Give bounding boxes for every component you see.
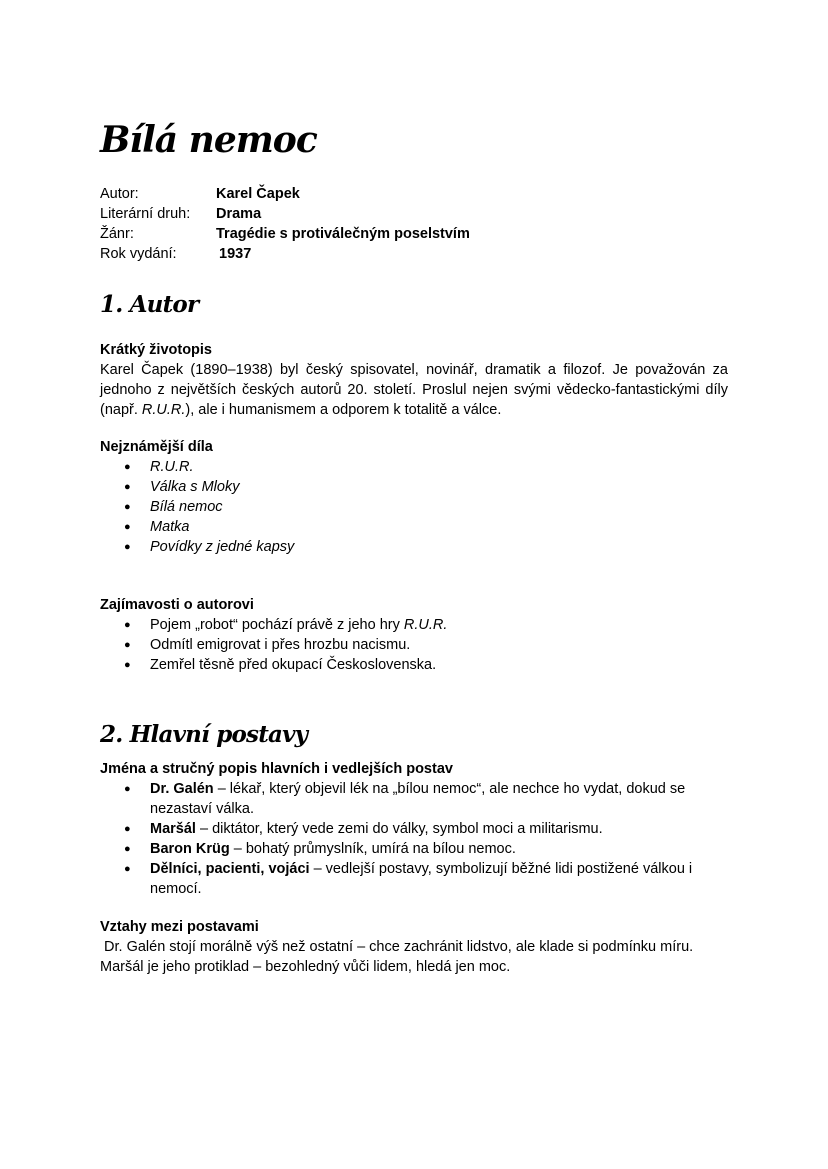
meta-value: Karel Čapek [216, 186, 300, 202]
meta-row-author [100, 184, 470, 204]
meta-row-genre [100, 204, 470, 224]
works-list [100, 457, 728, 557]
characters-list [100, 779, 728, 899]
facts-list [100, 615, 728, 675]
meta-label: Autor: [100, 186, 139, 202]
character-desc: – vedlejší postavy, symbolizují běžné lidi postižené válkou i nemocí. [150, 861, 693, 897]
characters-title: Jména a stručný popis hlavních i vedlejších postav [100, 761, 453, 777]
bio-block [100, 340, 728, 420]
list-item [150, 859, 728, 899]
facts-block [100, 595, 728, 675]
document-title: Bílá nemoc [100, 119, 317, 161]
character-name: Baron Krüg [150, 841, 230, 857]
bio-text-italic: R.U.R. [141, 402, 186, 418]
meta-row-year [100, 244, 470, 264]
list-item [150, 779, 728, 819]
list-item [150, 819, 728, 839]
meta-value: Drama [216, 206, 262, 222]
bio-title: Krátký životopis [100, 342, 212, 358]
meta-value: 1937 [219, 246, 252, 262]
bio-text-end: ), ale i humanismem a odporem k totalitě a válce. [185, 402, 502, 418]
characters-block [100, 759, 728, 899]
list-item: ● Zemřel těsně před okupací Československa. [150, 655, 728, 675]
character-desc: – bohatý průmyslník, umírá na bílou nemoc. [229, 841, 516, 857]
character-name: Dělníci, pacienti, vojáci [150, 861, 310, 877]
bio-text-start: Karel Čapek (1890–1938) byl český spisovatel, novinář, dramatik a filozof. Je považován za jednoho z největších českých autorů 20. století. Proslul nejen svými vědecko-fantastickými díly (např. [100, 362, 728, 418]
character-desc: – diktátor, který vede zemi do války, symbol moci a militarismu. [195, 821, 603, 837]
works-block [100, 437, 728, 557]
list-item: ● Válka s Mloky [150, 477, 728, 497]
meta-label: Rok vydání: [100, 246, 177, 262]
relations-line-2: Maršál je jeho protiklad – bezohledný vůči lidem, hledá jen moc. [100, 959, 511, 975]
list-item [150, 839, 728, 859]
fact-text: Pojem „robot“ pochází právě z jeho hry [150, 617, 404, 633]
metadata-table [100, 184, 470, 264]
meta-value: Tragédie s protiválečným poselstvím [216, 226, 470, 242]
facts-title: Zajímavosti o autorovi [100, 597, 254, 613]
character-name: Maršál [150, 821, 196, 837]
list-item: ● Odmítl emigrovat i přes hrozbu nacismu. [150, 635, 728, 655]
section-heading-author: 1. Autor [100, 291, 199, 318]
relations-line-1: Dr. Galén stojí morálně výš než ostatní – chce zachránit lidstvo, ale klade si podmínku míru. [100, 939, 694, 955]
list-item: ● Povídky z jedné kapsy [150, 537, 728, 557]
relations-title: Vztahy mezi postavami [100, 919, 259, 935]
section-heading-characters: 2. Hlavní postavy [100, 721, 308, 748]
fact-text-italic: R.U.R. [403, 617, 448, 633]
meta-row-subgenre [100, 224, 470, 244]
list-item [150, 615, 728, 635]
list-item: ● R.U.R. [150, 457, 728, 477]
relations-block [100, 917, 740, 977]
list-item: ● Matka [150, 517, 728, 537]
list-item: ● Bílá nemoc [150, 497, 728, 517]
works-title: Nejznámější díla [100, 439, 213, 455]
meta-label: Žánr: [100, 226, 134, 242]
character-desc: – lékař, který objevil lék na „bílou nemoc“, ale nechce ho vydat, dokud se nezastaví válka. [150, 781, 686, 817]
bio-text [100, 360, 728, 420]
meta-label: Literární druh: [100, 206, 191, 222]
character-name: Dr. Galén [150, 781, 214, 797]
